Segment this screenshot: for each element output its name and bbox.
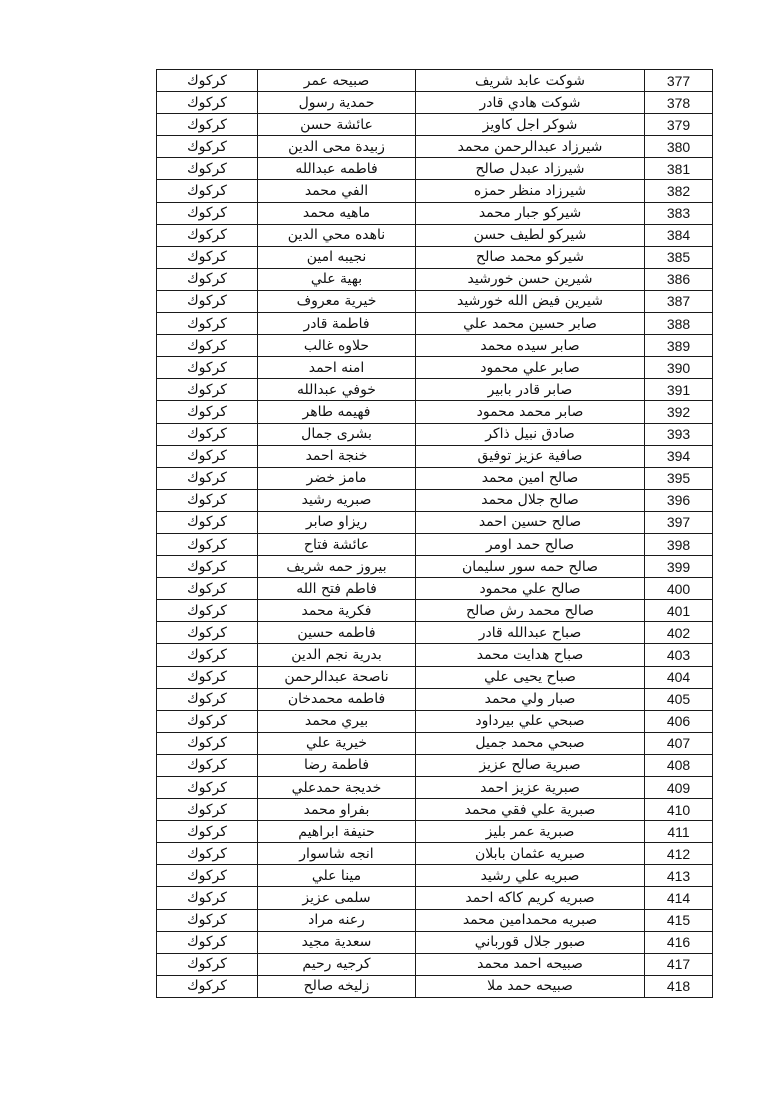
full-name-cell: شيرزاد عبدل صالح — [416, 158, 645, 180]
roster-table — [156, 69, 713, 998]
table-row — [157, 423, 713, 445]
city-cell: كركوك — [157, 290, 258, 312]
mother-name-cell: مامز خضر — [258, 467, 416, 489]
mother-name-cell: خنجة احمد — [258, 445, 416, 467]
city-cell: كركوك — [157, 445, 258, 467]
city-cell: كركوك — [157, 710, 258, 732]
full-name-cell: صباح عبدالله قادر — [416, 622, 645, 644]
mother-name-cell: مينا علي — [258, 865, 416, 887]
table-row — [157, 268, 713, 290]
city-cell: كركوك — [157, 158, 258, 180]
city-cell: كركوك — [157, 732, 258, 754]
mother-name-cell: حنيفة ابراهيم — [258, 821, 416, 843]
table-row — [157, 600, 713, 622]
row-number-cell: 384 — [645, 224, 713, 246]
table-row — [157, 401, 713, 423]
mother-name-cell: خوفي عبدالله — [258, 379, 416, 401]
city-cell: كركوك — [157, 622, 258, 644]
table-row — [157, 533, 713, 555]
mother-name-cell: فاطمه حسين — [258, 622, 416, 644]
row-number-cell: 383 — [645, 202, 713, 224]
table-row — [157, 445, 713, 467]
full-name-cell: صبور جلال قورباني — [416, 931, 645, 953]
full-name-cell: صالح حمه سور سليمان — [416, 556, 645, 578]
full-name-cell: صادق نبيل ذاكر — [416, 423, 645, 445]
mother-name-cell: زبيدة محى الدين — [258, 136, 416, 158]
row-number-cell: 391 — [645, 379, 713, 401]
mother-name-cell: بيروز حمه شريف — [258, 556, 416, 578]
full-name-cell: صبحي علي بيرداود — [416, 710, 645, 732]
row-number-cell: 415 — [645, 909, 713, 931]
table-row — [157, 754, 713, 776]
table-row — [157, 909, 713, 931]
city-cell: كركوك — [157, 70, 258, 92]
mother-name-cell: ناهده محي الدين — [258, 224, 416, 246]
row-number-cell: 382 — [645, 180, 713, 202]
table-row — [157, 379, 713, 401]
full-name-cell: صبريه محمدامين محمد — [416, 909, 645, 931]
city-cell: كركوك — [157, 688, 258, 710]
table-row — [157, 511, 713, 533]
table-row — [157, 202, 713, 224]
mother-name-cell: بدرية نجم الدين — [258, 644, 416, 666]
city-cell: كركوك — [157, 644, 258, 666]
mother-name-cell: زليخه صالح — [258, 975, 416, 997]
city-cell: كركوك — [157, 224, 258, 246]
mother-name-cell: الفي محمد — [258, 180, 416, 202]
row-number-cell: 403 — [645, 644, 713, 666]
full-name-cell: صبيحه احمد محمد — [416, 953, 645, 975]
full-name-cell: صبريه علي رشيد — [416, 865, 645, 887]
row-number-cell: 404 — [645, 666, 713, 688]
full-name-cell: صباح يحيى علي — [416, 666, 645, 688]
row-number-cell: 389 — [645, 335, 713, 357]
full-name-cell: صابر سيده محمد — [416, 335, 645, 357]
row-number-cell: 390 — [645, 357, 713, 379]
row-number-cell: 386 — [645, 268, 713, 290]
full-name-cell: صالح علي محمود — [416, 578, 645, 600]
full-name-cell: شيرزاد عبدالرحمن محمد — [416, 136, 645, 158]
full-name-cell: صبريه عثمان بابلان — [416, 843, 645, 865]
full-name-cell: شوكت عابد شريف — [416, 70, 645, 92]
table-row — [157, 92, 713, 114]
mother-name-cell: عائشة فتاح — [258, 533, 416, 555]
city-cell: كركوك — [157, 467, 258, 489]
row-number-cell: 377 — [645, 70, 713, 92]
city-cell: كركوك — [157, 335, 258, 357]
city-cell: كركوك — [157, 401, 258, 423]
row-number-cell: 406 — [645, 710, 713, 732]
table-row — [157, 489, 713, 511]
roster-body — [157, 70, 713, 998]
full-name-cell: صالح امين محمد — [416, 467, 645, 489]
city-cell: كركوك — [157, 754, 258, 776]
table-row — [157, 931, 713, 953]
full-name-cell: شوكر اجل كاويز — [416, 114, 645, 136]
row-number-cell: 405 — [645, 688, 713, 710]
mother-name-cell: رعنه مراد — [258, 909, 416, 931]
table-row — [157, 224, 713, 246]
table-row — [157, 313, 713, 335]
mother-name-cell: كرجيه رحيم — [258, 953, 416, 975]
table-row — [157, 180, 713, 202]
city-cell: كركوك — [157, 136, 258, 158]
table-row — [157, 732, 713, 754]
row-number-cell: 400 — [645, 578, 713, 600]
mother-name-cell: صبيحه عمر — [258, 70, 416, 92]
mother-name-cell: صبريه رشيد — [258, 489, 416, 511]
row-number-cell: 412 — [645, 843, 713, 865]
row-number-cell: 392 — [645, 401, 713, 423]
full-name-cell: شيرين حسن خورشيد — [416, 268, 645, 290]
full-name-cell: صبرية عمر بليز — [416, 821, 645, 843]
table-row — [157, 975, 713, 997]
row-number-cell: 418 — [645, 975, 713, 997]
full-name-cell: صبرية عزيز احمد — [416, 777, 645, 799]
city-cell: كركوك — [157, 953, 258, 975]
city-cell: كركوك — [157, 357, 258, 379]
full-name-cell: صبريه كريم كاكه احمد — [416, 887, 645, 909]
row-number-cell: 399 — [645, 556, 713, 578]
mother-name-cell: خيرية معروف — [258, 290, 416, 312]
full-name-cell: شوكت هادي قادر — [416, 92, 645, 114]
full-name-cell: صالح حمد اومر — [416, 533, 645, 555]
row-number-cell: 381 — [645, 158, 713, 180]
row-number-cell: 408 — [645, 754, 713, 776]
city-cell: كركوك — [157, 777, 258, 799]
mother-name-cell: بشرى جمال — [258, 423, 416, 445]
row-number-cell: 385 — [645, 246, 713, 268]
city-cell: كركوك — [157, 180, 258, 202]
table-row — [157, 887, 713, 909]
full-name-cell: شيركو محمد صالح — [416, 246, 645, 268]
full-name-cell: صالح حسين احمد — [416, 511, 645, 533]
mother-name-cell: خديجة حمدعلي — [258, 777, 416, 799]
city-cell: كركوك — [157, 533, 258, 555]
full-name-cell: صافية عزيز توفيق — [416, 445, 645, 467]
row-number-cell: 388 — [645, 313, 713, 335]
city-cell: كركوك — [157, 865, 258, 887]
row-number-cell: 410 — [645, 799, 713, 821]
full-name-cell: شيركو جبار محمد — [416, 202, 645, 224]
table-row — [157, 710, 713, 732]
document-page — [156, 69, 712, 998]
mother-name-cell: سعدية مجيد — [258, 931, 416, 953]
full-name-cell: صابر علي محمود — [416, 357, 645, 379]
city-cell: كركوك — [157, 202, 258, 224]
mother-name-cell: خيرية علي — [258, 732, 416, 754]
row-number-cell: 387 — [645, 290, 713, 312]
row-number-cell: 393 — [645, 423, 713, 445]
mother-name-cell: نجيبه امين — [258, 246, 416, 268]
row-number-cell: 397 — [645, 511, 713, 533]
mother-name-cell: سلمى عزيز — [258, 887, 416, 909]
table-row — [157, 821, 713, 843]
mother-name-cell: حلاوه غالب — [258, 335, 416, 357]
full-name-cell: شيركو لطيف حسن — [416, 224, 645, 246]
table-row — [157, 158, 713, 180]
table-row — [157, 556, 713, 578]
table-row — [157, 290, 713, 312]
table-row — [157, 865, 713, 887]
row-number-cell: 395 — [645, 467, 713, 489]
full-name-cell: صبار ولي محمد — [416, 688, 645, 710]
mother-name-cell: انجه شاسوار — [258, 843, 416, 865]
full-name-cell: صبرية صالح عزيز — [416, 754, 645, 776]
row-number-cell: 413 — [645, 865, 713, 887]
city-cell: كركوك — [157, 578, 258, 600]
table-row — [157, 136, 713, 158]
mother-name-cell: ماهيه محمد — [258, 202, 416, 224]
table-row — [157, 467, 713, 489]
mother-name-cell: امنه احمد — [258, 357, 416, 379]
table-row — [157, 777, 713, 799]
row-number-cell: 396 — [645, 489, 713, 511]
full-name-cell: صالح محمد رش صالح — [416, 600, 645, 622]
mother-name-cell: فاطمه محمدخان — [258, 688, 416, 710]
mother-name-cell: فهيمه طاهر — [258, 401, 416, 423]
city-cell: كركوك — [157, 92, 258, 114]
row-number-cell: 417 — [645, 953, 713, 975]
table-row — [157, 114, 713, 136]
full-name-cell: صبيحه حمد ملا — [416, 975, 645, 997]
row-number-cell: 409 — [645, 777, 713, 799]
full-name-cell: شيرين فيض الله خورشيد — [416, 290, 645, 312]
row-number-cell: 401 — [645, 600, 713, 622]
row-number-cell: 379 — [645, 114, 713, 136]
table-row — [157, 622, 713, 644]
table-row — [157, 246, 713, 268]
full-name-cell: صابر قادر بابير — [416, 379, 645, 401]
city-cell: كركوك — [157, 909, 258, 931]
table-row — [157, 666, 713, 688]
city-cell: كركوك — [157, 600, 258, 622]
city-cell: كركوك — [157, 489, 258, 511]
mother-name-cell: فكرية محمد — [258, 600, 416, 622]
table-row — [157, 843, 713, 865]
mother-name-cell: فاطمه عبدالله — [258, 158, 416, 180]
row-number-cell: 407 — [645, 732, 713, 754]
city-cell: كركوك — [157, 799, 258, 821]
mother-name-cell: بهية علي — [258, 268, 416, 290]
row-number-cell: 402 — [645, 622, 713, 644]
table-row — [157, 335, 713, 357]
full-name-cell: صابر حسين محمد علي — [416, 313, 645, 335]
mother-name-cell: فاطمة قادر — [258, 313, 416, 335]
row-number-cell: 416 — [645, 931, 713, 953]
city-cell: كركوك — [157, 556, 258, 578]
table-row — [157, 70, 713, 92]
mother-name-cell: عائشة حسن — [258, 114, 416, 136]
table-row — [157, 688, 713, 710]
row-number-cell: 380 — [645, 136, 713, 158]
mother-name-cell: فاطمة رضا — [258, 754, 416, 776]
table-row — [157, 799, 713, 821]
city-cell: كركوك — [157, 666, 258, 688]
row-number-cell: 378 — [645, 92, 713, 114]
city-cell: كركوك — [157, 246, 258, 268]
city-cell: كركوك — [157, 379, 258, 401]
row-number-cell: 394 — [645, 445, 713, 467]
table-row — [157, 953, 713, 975]
full-name-cell: صابر محمد محمود — [416, 401, 645, 423]
row-number-cell: 414 — [645, 887, 713, 909]
city-cell: كركوك — [157, 975, 258, 997]
full-name-cell: شيرزاد منظر حمزه — [416, 180, 645, 202]
city-cell: كركوك — [157, 887, 258, 909]
full-name-cell: صبرية علي فقي محمد — [416, 799, 645, 821]
city-cell: كركوك — [157, 843, 258, 865]
mother-name-cell: بفراو محمد — [258, 799, 416, 821]
city-cell: كركوك — [157, 511, 258, 533]
mother-name-cell: حمدية رسول — [258, 92, 416, 114]
table-row — [157, 357, 713, 379]
mother-name-cell: بيري محمد — [258, 710, 416, 732]
table-row — [157, 578, 713, 600]
table-row — [157, 644, 713, 666]
full-name-cell: صالح جلال محمد — [416, 489, 645, 511]
mother-name-cell: فاطم فتح الله — [258, 578, 416, 600]
row-number-cell: 411 — [645, 821, 713, 843]
city-cell: كركوك — [157, 313, 258, 335]
city-cell: كركوك — [157, 268, 258, 290]
city-cell: كركوك — [157, 114, 258, 136]
mother-name-cell: ريزاو صابر — [258, 511, 416, 533]
full-name-cell: صبحي محمد جميل — [416, 732, 645, 754]
row-number-cell: 398 — [645, 533, 713, 555]
full-name-cell: صباح هدايت محمد — [416, 644, 645, 666]
city-cell: كركوك — [157, 821, 258, 843]
city-cell: كركوك — [157, 423, 258, 445]
city-cell: كركوك — [157, 931, 258, 953]
mother-name-cell: ناصحة عبدالرحمن — [258, 666, 416, 688]
